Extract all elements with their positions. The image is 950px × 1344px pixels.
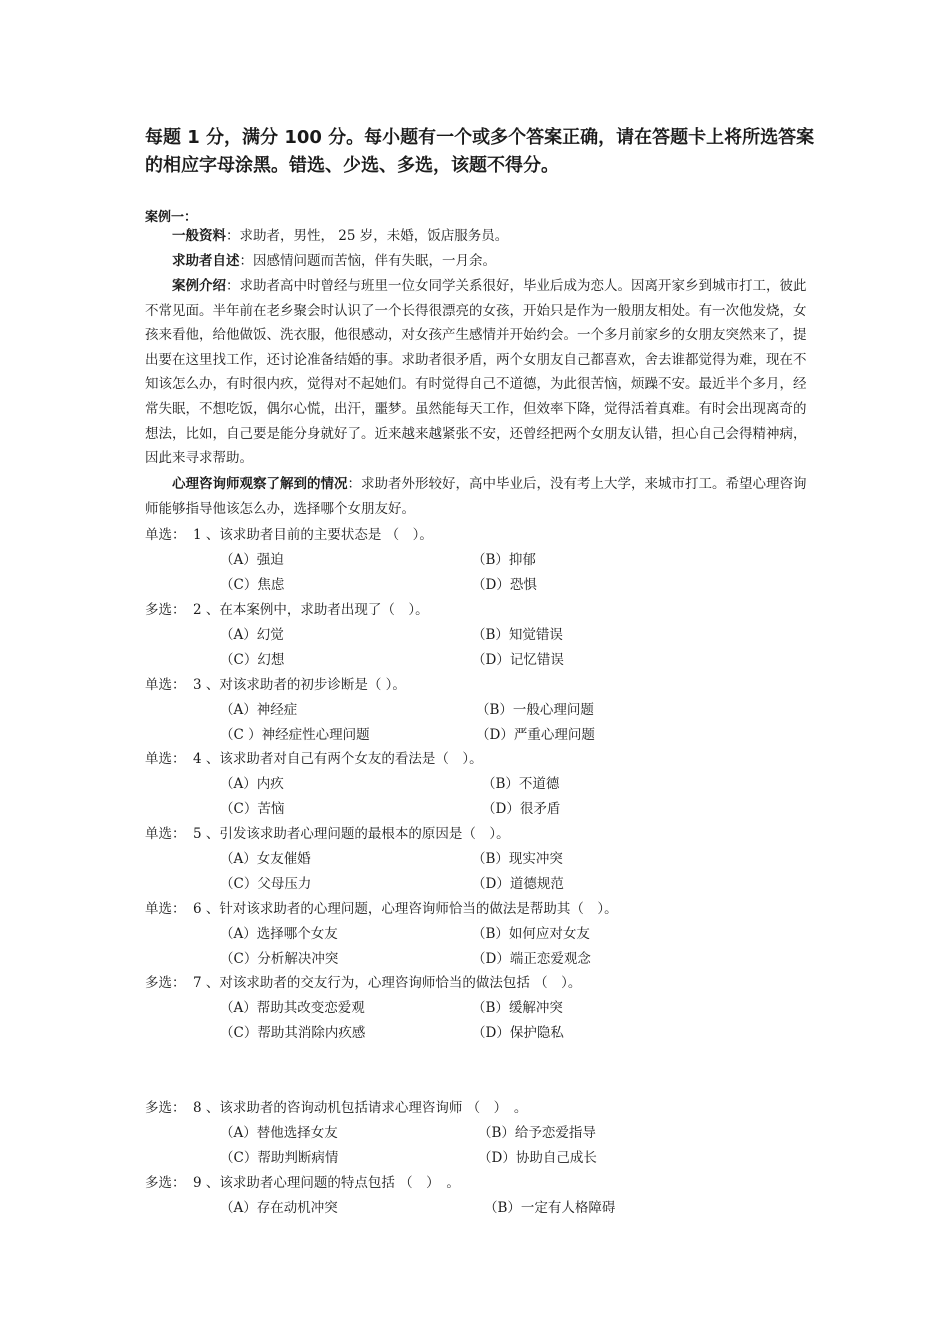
exam-instruction: 每题 1 分，满分 100 分。每小题有一个或多个答案正确，请在答题卡上将所选答案的相应字母涂黑。错选、少选、多选，该题不得分。 xyxy=(145,127,815,176)
question-type: 单选： xyxy=(145,901,186,917)
question-type: 多选： xyxy=(145,975,186,991)
question-stem: 9 、该求助者心理问题的特点包括 （ ） 。 xyxy=(193,1175,460,1191)
question-9 xyxy=(145,1171,460,1195)
option-a[interactable]: （A）强迫 xyxy=(220,552,284,568)
option-c[interactable]: （C）帮助其消除内疚感 xyxy=(220,1025,366,1041)
general-info xyxy=(145,224,810,249)
general-info-label: 一般资料 xyxy=(172,228,226,244)
question-stem: 1 、该求助者目前的主要状态是 （ ）。 xyxy=(193,527,433,543)
question-type: 单选： xyxy=(145,826,186,842)
question-8 xyxy=(145,1096,527,1120)
option-a[interactable]: （A）幻觉 xyxy=(220,627,284,643)
option-b[interactable]: （B）抑郁 xyxy=(472,552,536,568)
option-a[interactable]: （A）帮助其改变恋爱观 xyxy=(220,1000,365,1016)
question-type: 多选： xyxy=(145,1100,186,1116)
option-c[interactable]: （C）帮助判断病情 xyxy=(220,1150,339,1166)
option-b[interactable]: （B）给予恋爱指导 xyxy=(478,1125,596,1141)
option-b[interactable]: （B）如何应对女友 xyxy=(472,926,590,942)
observation-label: 心理咨询师观察了解到的情况 xyxy=(172,476,348,492)
case-intro xyxy=(145,274,810,471)
question-5 xyxy=(145,822,510,846)
question-1 xyxy=(145,523,433,547)
question-stem: 6 、针对该求助者的心理问题，心理咨询师恰当的做法是帮助其（ ）。 xyxy=(193,901,618,917)
question-7 xyxy=(145,971,581,995)
question-6 xyxy=(145,897,618,921)
option-b[interactable]: （B）缓解冲突 xyxy=(472,1000,563,1016)
option-b[interactable]: （B）不道德 xyxy=(482,776,560,792)
option-a[interactable]: （A）替他选择女友 xyxy=(220,1125,338,1141)
question-stem: 8 、该求助者的咨询动机包括请求心理咨询师 （ ） 。 xyxy=(193,1100,528,1116)
option-c[interactable]: （C）分析解决冲突 xyxy=(220,951,339,967)
option-d[interactable]: （D）协助自己成长 xyxy=(478,1150,597,1166)
option-b[interactable]: （B）一般心理问题 xyxy=(476,702,594,718)
self-statement xyxy=(145,249,810,274)
option-c[interactable]: （C）幻想 xyxy=(220,652,285,668)
option-d[interactable]: （D）严重心理问题 xyxy=(476,727,595,743)
self-statement-text: ：因感情问题而苦恼，伴有失眠，一月余。 xyxy=(239,253,496,269)
case-intro-text: ：求助者高中时曾经与班里一位女同学关系很好，毕业后成为恋人。因离开家乡到城市打工，彼此不常见面。半年前在老乡聚会时认识了一个长得很漂亮的女孩，开始只是作为一般朋友相处。有一次他发烧，女孩来看他，给他做饭、洗衣服，他很感动，对女孩产生感情并开始约会。一个多月前家乡的女朋友突然来了，提出要在这里找工作，还讨论准备结婚的事。求助者很矛盾，两个女朋友自己都喜欢，舍去谁都觉得为难，现在不知该怎么办，有时很内疚，觉得对不起她们。有时觉得自己不道德，为此很苦恼，烦躁不安。最近半个多月，经常失眠，不想吃饭，偶尔心慌，出汗，噩梦。虽然能每天工作，但效率下降，觉得活着真难。有时会出现离奇的想法，比如，自己要是能分身就好了。近来越来越紧张不安，还曾经把两个女朋友认错，担心自己会得精神病，因此来寻求帮助。 xyxy=(145,278,807,467)
question-type: 单选： xyxy=(145,751,186,767)
option-a[interactable]: （A）内疚 xyxy=(220,776,284,792)
option-d[interactable]: （D）记忆错误 xyxy=(472,652,564,668)
question-stem: 4 、该求助者对自己有两个女友的看法是（ ）。 xyxy=(193,751,483,767)
option-d[interactable]: （D）端正恋爱观念 xyxy=(472,951,591,967)
option-d[interactable]: （D）道德规范 xyxy=(472,876,564,892)
option-d[interactable]: （D）恐惧 xyxy=(472,577,537,593)
option-c[interactable]: （C）焦虑 xyxy=(220,577,285,593)
option-d[interactable]: （D）保护隐私 xyxy=(472,1025,564,1041)
question-3 xyxy=(145,673,406,697)
observation xyxy=(145,472,810,521)
question-type: 单选： xyxy=(145,677,186,693)
option-b[interactable]: （B）现实冲突 xyxy=(472,851,563,867)
case-title: 案例一： xyxy=(145,210,198,225)
question-2 xyxy=(145,598,429,622)
option-b[interactable]: （B）一定有人格障碍 xyxy=(484,1200,616,1216)
option-c[interactable]: （C）父母压力 xyxy=(220,876,312,892)
self-statement-label: 求助者自述 xyxy=(172,253,240,269)
option-a[interactable]: （A）神经症 xyxy=(220,702,298,718)
option-a[interactable]: （A）存在动机冲突 xyxy=(220,1200,338,1216)
question-type: 多选： xyxy=(145,602,186,618)
option-d[interactable]: （D）很矛盾 xyxy=(482,801,561,817)
question-type: 单选： xyxy=(145,527,186,543)
question-stem: 3 、对该求助者的初步诊断是（ ）。 xyxy=(193,677,406,693)
option-b[interactable]: （B）知觉错误 xyxy=(472,627,563,643)
question-type: 多选： xyxy=(145,1175,186,1191)
question-stem: 5 、引发该求助者心理问题的最根本的原因是（ ）。 xyxy=(193,826,510,842)
question-stem: 7 、对该求助者的交友行为，心理咨询师恰当的做法包括 （ ）。 xyxy=(193,975,582,991)
option-c[interactable]: （C ）神经症性心理问题 xyxy=(220,727,370,743)
observation-text: ：求助者外形较好，高中毕业后，没有考上大学，来城市打工。希望心理咨询师能够指导他该怎么办，选择哪个女朋友好。 xyxy=(145,476,807,517)
option-a[interactable]: （A）选择哪个女友 xyxy=(220,926,338,942)
option-a[interactable]: （A）女友催婚 xyxy=(220,851,311,867)
question-stem: 2 、在本案例中，求助者出现了（ ）。 xyxy=(193,602,429,618)
case-intro-label: 案例介绍 xyxy=(172,278,226,294)
question-4 xyxy=(145,747,483,771)
general-info-text: ：求助者，男性， 25 岁，未婚，饭店服务员。 xyxy=(226,228,509,244)
option-c[interactable]: （C）苦恼 xyxy=(220,801,285,817)
